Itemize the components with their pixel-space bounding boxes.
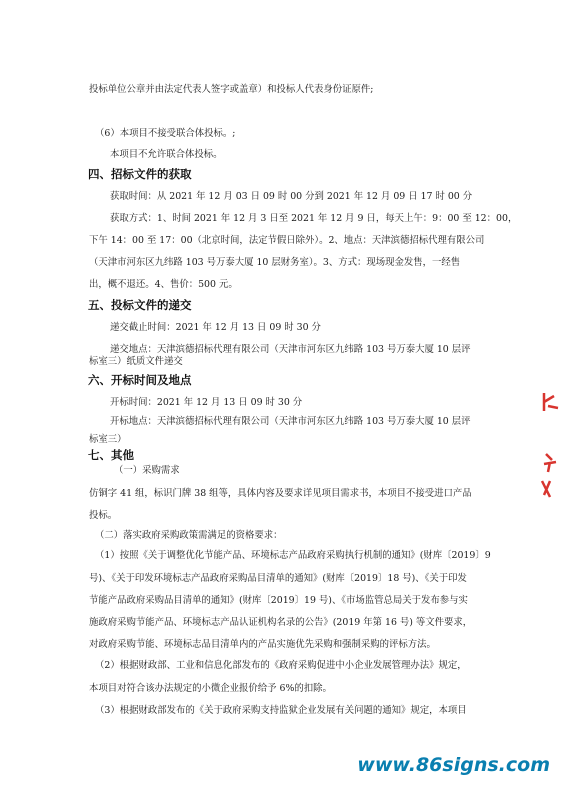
section-heading: 四、招标文件的获取 — [88, 167, 192, 181]
paragraph-line: 投标。 — [89, 510, 118, 521]
paragraph-line: 开标地点：天津滨德招标代理有限公司（天津市河东区九纬路 103 号万泰大厦 10 层评 — [110, 416, 471, 427]
seal-fragment-icon — [538, 450, 562, 474]
paragraph-line: 出，概不退还。4、售价：500 元。 — [89, 279, 238, 290]
seal-fragment-icon — [538, 390, 562, 414]
paragraph-line: 递交截止时间：2021 年 12 月 13 日 09 时 30 分 — [110, 322, 321, 333]
paragraph-line: 标室三）纸质文件递交 — [89, 356, 183, 367]
paragraph-line: 下午 14：00 至 17：00（北京时间，法定节假日除外）。2、地点：天津滨德招标代理有限公司 — [89, 235, 485, 246]
paragraph-line: 递交地点：天津滨德招标代理有限公司（天津市河东区九纬路 103 号万泰大厦 10 层评 — [110, 344, 471, 355]
paragraph-line: 仿铜字 41 组，标识门牌 38 组等，具体内容及要求详见项目需求书，本项目不接受进口产品 — [89, 488, 472, 499]
paragraph-line: （天津市河东区九纬路 103 号万泰大厦 10 层财务室）。3、方式：现场现金发售，一经售 — [89, 257, 461, 268]
paragraph-line: （6）本项目不接受联合体投标。; — [95, 128, 236, 139]
paragraph-line: 获取方式：1、时间 2021 年 12 月 3 日至 2021 年 12 月 9 日，每天上午：9：00 至 12：00， — [110, 213, 518, 224]
site-watermark: www.86signs.com — [357, 754, 550, 776]
paragraph-line: 本项目不允许联合体投标。 — [110, 149, 223, 160]
paragraph-line: 号)、《关于印发环境标志产品政府采购品目清单的通知》(财库〔2019〕18 号)、《关于印发 — [89, 573, 467, 584]
paragraph-line: 对政府采购节能、环境标志品目清单内的产品实施优先采购和强制采购的评标方法。 — [89, 639, 436, 650]
paragraph-line: 本项目对符合该办法规定的小微企业报价给予 6%的扣除。 — [89, 683, 332, 694]
paragraph-line: 施政府采购节能产品、环境标志产品认证机构名录的公告》(2019 年第 16 号) 等文件要求， — [89, 617, 473, 628]
paragraph-line: （2）根据财政部、工业和信息化部发布的《政府采购促进中小企业发展管理办法》规定， — [95, 660, 467, 671]
paragraph-line: 投标单位公章并由法定代表人签字或盖章）和投标人代表身份证原件; — [89, 84, 374, 95]
paragraph-line: 开标时间：2021 年 12 月 13 日 09 时 30 分 — [110, 397, 303, 408]
paragraph-line: 标室三） — [89, 434, 127, 445]
paragraph-line: 获取时间：从 2021 年 12 月 03 日 09 时 00 分到 2021 年 12 月 09 日 17 时 00 分 — [110, 191, 473, 202]
paragraph-line: （一）采购需求 — [114, 465, 180, 476]
paragraph-line: 节能产品政府采购品目清单的通知》(财库〔2019〕19 号)、《市场监管总局关于发布参与实 — [89, 595, 468, 606]
section-heading: 七、其他 — [88, 448, 134, 462]
section-heading: 五、投标文件的递交 — [88, 298, 192, 312]
section-heading: 六、开标时间及地点 — [88, 373, 192, 387]
paragraph-line: （二）落实政府采购政策需满足的资格要求： — [95, 530, 283, 541]
paragraph-line: （1）按照《关于调整优化节能产品、环境标志产品政府采购执行机制的通知》(财库〔2019〕9 — [95, 550, 491, 561]
paragraph-line: （3）根据财政部发布的《关于政府采购支持监狱企业发展有关问题的通知》规定，本项目 — [95, 705, 467, 716]
seal-fragment-icon — [538, 477, 562, 501]
